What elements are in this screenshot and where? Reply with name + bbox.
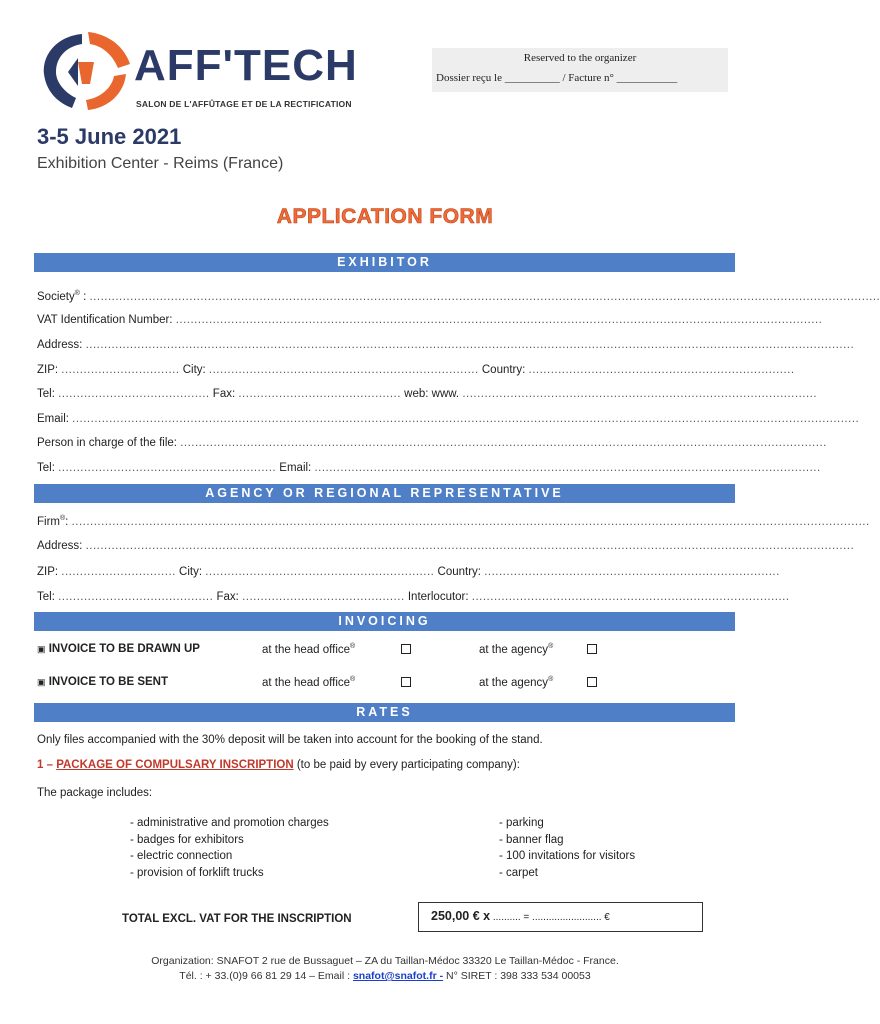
registered-mark: ® (350, 676, 356, 683)
field-dots: ......................................................................... (208, 364, 479, 376)
checkbox-drawn-up-agency[interactable] (587, 644, 597, 654)
field-label: Society (37, 290, 75, 303)
field-label: Tel: (37, 591, 59, 603)
field-dots: ............................................................................................................................................................................... (180, 437, 827, 449)
bullet-icon: ▣ (37, 644, 46, 654)
field-vat[interactable] (37, 314, 823, 330)
footer-phone: Tél. : + 33.(0)9 66 81 29 14 – Email : (179, 970, 353, 982)
bullet-icon: ▣ (37, 677, 46, 687)
invoice-row-label: INVOICE TO BE SENT (48, 676, 168, 688)
footer-contact (0, 970, 770, 982)
reserved-title: Reserved to the organizer (523, 52, 637, 64)
field-label: Fax: (213, 591, 243, 603)
package-includes: The package includes: (37, 787, 153, 799)
list-item: - parking (499, 817, 544, 829)
logo-subtitle: SALON DE L'AFFÛTAGE ET DE LA RECTIFICATION (136, 99, 352, 109)
field-suffix: : (65, 515, 72, 528)
field-dots: ................................................................................................................................................................................................................ (85, 339, 855, 351)
option-label: at the agency (479, 676, 549, 689)
logo-text: AFF'TECH (134, 41, 358, 90)
package-list-right (499, 815, 635, 881)
field-person-in-charge[interactable] (37, 437, 827, 453)
checkbox-drawn-up-head-office[interactable] (401, 644, 411, 654)
field-label: Tel: (37, 388, 59, 400)
registered-mark: ® (74, 290, 80, 297)
package-heading (37, 759, 520, 771)
unit-price: 250,00 € x (431, 909, 491, 923)
field-suffix: : (79, 290, 90, 303)
field-dots: ........................................................................................................................................................................................................................ (71, 515, 870, 528)
logo-mark-icon (38, 28, 134, 114)
field-dots: ...................................................................................................................................................................................................................... (89, 290, 880, 303)
option-label: at the head office (262, 676, 351, 689)
field-dots: ............................... (61, 566, 176, 578)
invoice-sent-label (37, 676, 168, 688)
list-item: - 100 invitations for visitors (499, 850, 636, 862)
form-title: APPLICATION FORM (276, 205, 494, 228)
package-name: PACKAGE OF COMPULSARY INSCRIPTION (56, 759, 294, 771)
field-label: Country: (478, 364, 529, 376)
field-label: City: (179, 364, 209, 376)
field-dots: ........................................................... (58, 462, 277, 474)
invoice-drawn-up-label (37, 643, 200, 655)
field-agency-zip-city-country[interactable] (37, 566, 780, 582)
list-item: - electric connection (130, 850, 233, 862)
event-dates: 3-5 June 2021 (37, 124, 182, 149)
package-suffix: (to be paid by every participating company): (293, 759, 520, 771)
section-exhibitor: EXHIBITOR (34, 253, 735, 272)
field-tel-fax-web[interactable] (37, 388, 818, 404)
field-zip-city-country[interactable] (37, 364, 795, 380)
field-label: Address: (37, 339, 86, 351)
checkbox-sent-agency[interactable] (587, 677, 597, 687)
option-label: at the agency (479, 643, 549, 656)
field-label: VAT Identification Number: (37, 314, 176, 326)
package-number: 1 – (37, 759, 57, 771)
section-agency: AGENCY OR REGIONAL REPRESENTATIVE (34, 484, 735, 503)
section-invoicing: INVOICING (34, 612, 735, 631)
registered-mark: ® (548, 676, 554, 683)
reserved-box (432, 48, 728, 92)
list-item: - badges for exhibitors (130, 833, 244, 846)
field-label: Person in charge of the file: (37, 437, 181, 449)
field-label: Tel: (37, 462, 59, 474)
total-formula (431, 909, 610, 923)
registered-mark: ® (350, 643, 356, 650)
total-box[interactable] (418, 902, 703, 932)
field-label: Email: (276, 462, 315, 474)
field-label: Email: (37, 413, 73, 425)
event-venue: Exhibition Center - Reims (France) (37, 155, 284, 172)
field-dots: ...................................................................................... (471, 591, 790, 603)
field-label: City: (175, 566, 206, 578)
registered-mark: ® (548, 643, 554, 650)
field-dots: ......................................................................................................................................... (314, 462, 821, 474)
field-dots: .............................................................. (205, 566, 435, 578)
formula-dots: .......... = ......................... € (490, 912, 610, 923)
total-label: TOTAL EXCL. VAT FOR THE INSCRIPTION (122, 913, 352, 925)
field-dots: ................................................................................ (484, 566, 780, 578)
field-label: Address: (37, 540, 86, 552)
footer-email-link[interactable]: snafot@snafot.fr - (352, 970, 444, 982)
invoice-sent-head-office (262, 676, 355, 689)
field-dots: ............................................ (242, 591, 405, 603)
invoice-drawn-up-head-office (262, 643, 355, 656)
reserved-fields: Dossier reçu le __________ / Facture n° ___________ (436, 72, 678, 84)
field-label: Interlocutor: (404, 591, 472, 603)
option-label: at the head office (262, 643, 351, 656)
field-dots: ............................................................................................................................................................................... (175, 314, 823, 326)
field-dots: .......................................... (58, 591, 214, 603)
invoice-drawn-up-agency (479, 643, 553, 656)
field-dots: ................................................................................................ (462, 388, 818, 400)
field-contact-tel-email[interactable] (37, 462, 821, 478)
field-label: Firm (37, 515, 60, 528)
invoice-sent-agency (479, 676, 553, 689)
footer-siret: N° SIRET : 398 333 534 00053 (443, 970, 591, 982)
checkbox-sent-head-office[interactable] (401, 677, 411, 687)
field-dots: ................................................................................................................................................................................................................ (85, 540, 855, 552)
list-item: - administrative and promotion charges (130, 817, 329, 829)
package-list-left (130, 815, 329, 881)
list-item: - provision of forklift trucks (130, 866, 264, 879)
field-dots: ......................................... (58, 388, 210, 400)
registered-mark: ® (60, 515, 66, 522)
field-dots: ................................ (61, 364, 180, 376)
field-address[interactable] (37, 339, 855, 355)
field-label: Country: (434, 566, 485, 578)
field-label: web: www. (400, 388, 463, 400)
field-agency-address[interactable] (37, 540, 855, 556)
field-society[interactable] (37, 290, 880, 306)
field-label: Fax: (209, 388, 239, 400)
field-dots: ..................................................................................................................................................................................................................... (72, 413, 860, 425)
invoice-row-label: INVOICE TO BE DRAWN UP (48, 643, 200, 655)
field-firm[interactable] (37, 515, 870, 531)
field-email[interactable] (37, 413, 860, 429)
field-dots: ............................................ (238, 388, 401, 400)
field-label: ZIP: (37, 364, 62, 376)
field-agency-tel-fax-interlocutor[interactable] (37, 591, 790, 607)
field-label: ZIP: (37, 566, 62, 578)
list-item: - banner flag (499, 833, 564, 846)
section-rates: RATES (34, 703, 735, 722)
field-dots: ........................................................................ (528, 364, 795, 376)
list-item: - carpet (499, 866, 538, 879)
footer-address: Organization: SNAFOT 2 rue de Bussaguet – ZA du Taillan-Médoc 33320 Le Taillan-Médoc - France. (151, 955, 619, 967)
rates-note: Only files accompanied with the 30% deposit will be taken into account for the booking of the stand. (37, 734, 543, 746)
